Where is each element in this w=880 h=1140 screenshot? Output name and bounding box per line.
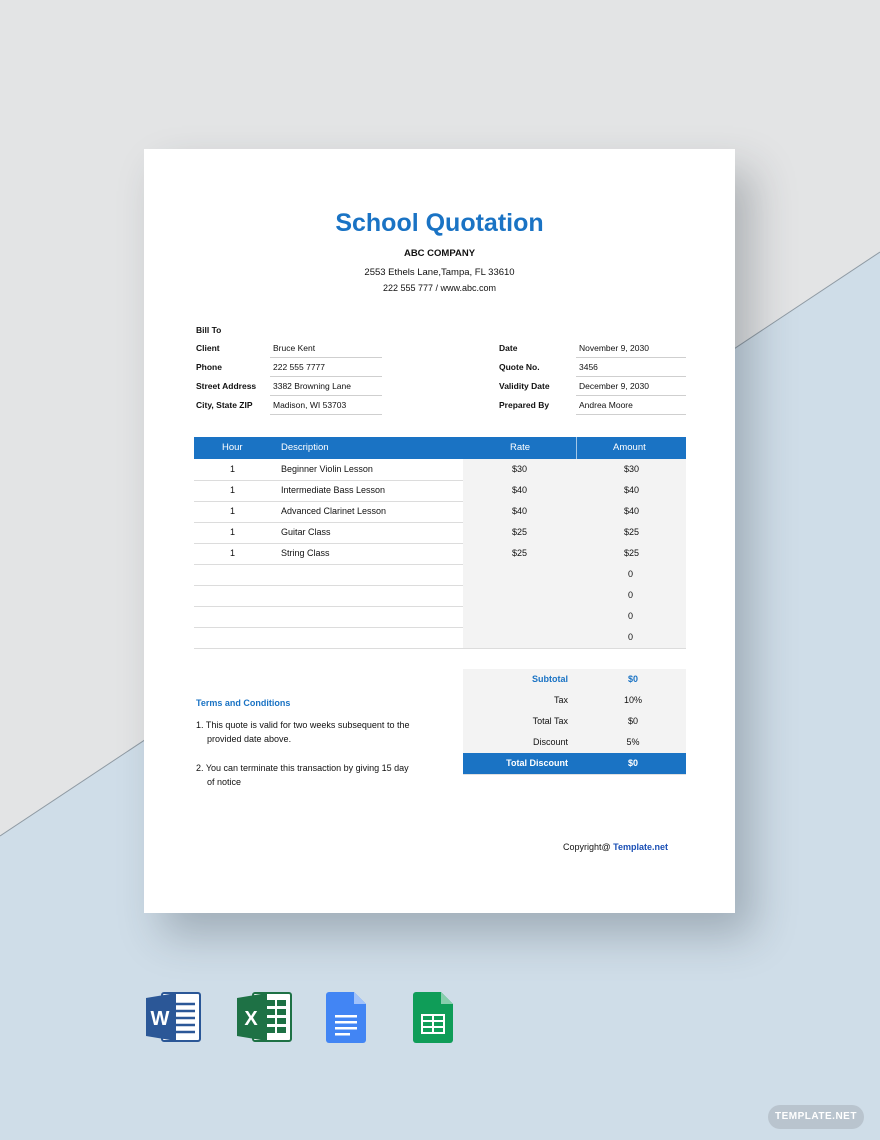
phone-field xyxy=(270,361,382,377)
row-rate: $25 xyxy=(512,527,528,537)
table-row xyxy=(194,543,686,565)
client-field xyxy=(270,342,382,358)
bill-to-heading: Bill To xyxy=(196,325,222,335)
row-amount: $40 xyxy=(624,506,640,516)
row-rate: $40 xyxy=(512,485,528,495)
page-title: School Quotation xyxy=(335,209,544,237)
prepared-by-field xyxy=(576,399,686,415)
tax-label: Tax xyxy=(553,695,568,705)
row-amount: 0 xyxy=(628,611,634,621)
total-discount-label: Total Discount xyxy=(506,758,568,768)
svg-text:X: X xyxy=(244,1008,258,1030)
subtotal-row xyxy=(463,669,686,691)
validity-date-value: December 9, 2030 xyxy=(579,381,649,391)
header-amount: Amount xyxy=(613,442,646,453)
company-contact: 222 555 777 / www.abc.com xyxy=(382,283,497,293)
row-hour: 1 xyxy=(230,464,236,474)
row-hour: 1 xyxy=(230,506,236,516)
row-amount: $25 xyxy=(624,527,640,537)
street-address-value: 3382 Browning Lane xyxy=(273,381,351,391)
total-tax-label: Total Tax xyxy=(532,716,568,726)
discount-label: Discount xyxy=(532,737,568,747)
row-description: Intermediate Bass Lesson xyxy=(281,485,386,495)
tax-value: 10% xyxy=(623,695,642,705)
total-discount-value: $0 xyxy=(627,758,638,768)
row-hour: 1 xyxy=(230,485,236,495)
copyright xyxy=(563,842,668,852)
client-label: Client xyxy=(196,343,220,353)
table-row xyxy=(194,606,686,628)
quote-no-value: 3456 xyxy=(579,362,598,372)
quote-no-label: Quote No. xyxy=(499,362,540,372)
row-description: Beginner Violin Lesson xyxy=(281,464,373,474)
date-field xyxy=(576,342,686,358)
table-row xyxy=(194,501,686,523)
google-docs-icon[interactable] xyxy=(325,991,367,1044)
table-row xyxy=(194,522,686,544)
row-amount: $30 xyxy=(624,464,640,474)
subtotal-label: Subtotal xyxy=(532,674,568,684)
tax-row xyxy=(463,690,686,712)
validity-date-label: Validity Date xyxy=(499,381,550,391)
row-description: Advanced Clarinet Lesson xyxy=(281,506,387,516)
quote-no-field xyxy=(576,361,686,377)
row-hour: 1 xyxy=(230,527,236,537)
table-header xyxy=(194,437,686,459)
date-value: November 9, 2030 xyxy=(579,343,649,353)
row-hour: 1 xyxy=(230,548,236,558)
street-address-label: Street Address xyxy=(196,381,257,391)
phone-value: 222 555 7777 xyxy=(273,362,325,372)
row-rate: $30 xyxy=(512,464,528,474)
subtotal-value: $0 xyxy=(627,674,638,684)
validity-date-field xyxy=(576,380,686,396)
row-amount: 0 xyxy=(628,632,634,642)
svg-text:W: W xyxy=(150,1008,170,1030)
quotation-page xyxy=(144,149,735,913)
header-rate: Rate xyxy=(510,442,531,453)
term-item: 1. This quote is valid for two weeks subsequent to the provided date above. xyxy=(196,720,410,744)
header-hour: Hour xyxy=(222,442,243,453)
total-tax-value: $0 xyxy=(627,716,638,726)
row-amount: $25 xyxy=(624,548,640,558)
copyright-brand[interactable]: Template.net xyxy=(613,842,668,852)
row-rate: $25 xyxy=(512,548,528,558)
total-discount-row xyxy=(463,753,686,775)
street-address-field xyxy=(270,380,382,396)
company-name: ABC COMPANY xyxy=(403,248,476,259)
excel-icon[interactable] xyxy=(237,991,293,1043)
company-address: 2553 Ethels Lane,Tampa, FL 33610 xyxy=(364,267,515,278)
table-row xyxy=(194,627,686,649)
row-description: Guitar Class xyxy=(281,527,331,537)
city-state-zip-value: Madison, WI 53703 xyxy=(273,400,347,410)
table-row xyxy=(194,459,686,481)
word-icon[interactable] xyxy=(146,991,202,1043)
total-tax-row xyxy=(463,711,686,733)
date-label: Date xyxy=(499,343,518,353)
row-amount: $40 xyxy=(624,485,640,495)
row-amount: 0 xyxy=(628,569,634,579)
row-amount: 0 xyxy=(628,590,634,600)
discount-value: 5% xyxy=(626,737,640,747)
phone-label: Phone xyxy=(196,362,222,372)
prepared-by-value: Andrea Moore xyxy=(579,400,633,410)
row-rate: $40 xyxy=(512,506,528,516)
term-item: 2. You can terminate this transaction by giving 15 day of notice xyxy=(196,763,409,787)
city-state-zip-field xyxy=(270,399,382,415)
city-state-zip-label: City, State ZIP xyxy=(196,400,253,410)
template-net-watermark: TEMPLATE.NET xyxy=(768,1105,864,1129)
header-description: Description xyxy=(281,442,329,453)
row-description: String Class xyxy=(281,548,330,558)
table-row xyxy=(194,585,686,607)
discount-row xyxy=(463,732,686,754)
table-row xyxy=(194,480,686,502)
google-sheets-icon[interactable] xyxy=(412,991,454,1044)
copyright-prefix: Copyright@ xyxy=(563,842,614,852)
prepared-by-label: Prepared By xyxy=(499,400,550,410)
terms-title: Terms and Conditions xyxy=(196,698,291,708)
table-row xyxy=(194,564,686,586)
client-value: Bruce Kent xyxy=(273,343,316,353)
